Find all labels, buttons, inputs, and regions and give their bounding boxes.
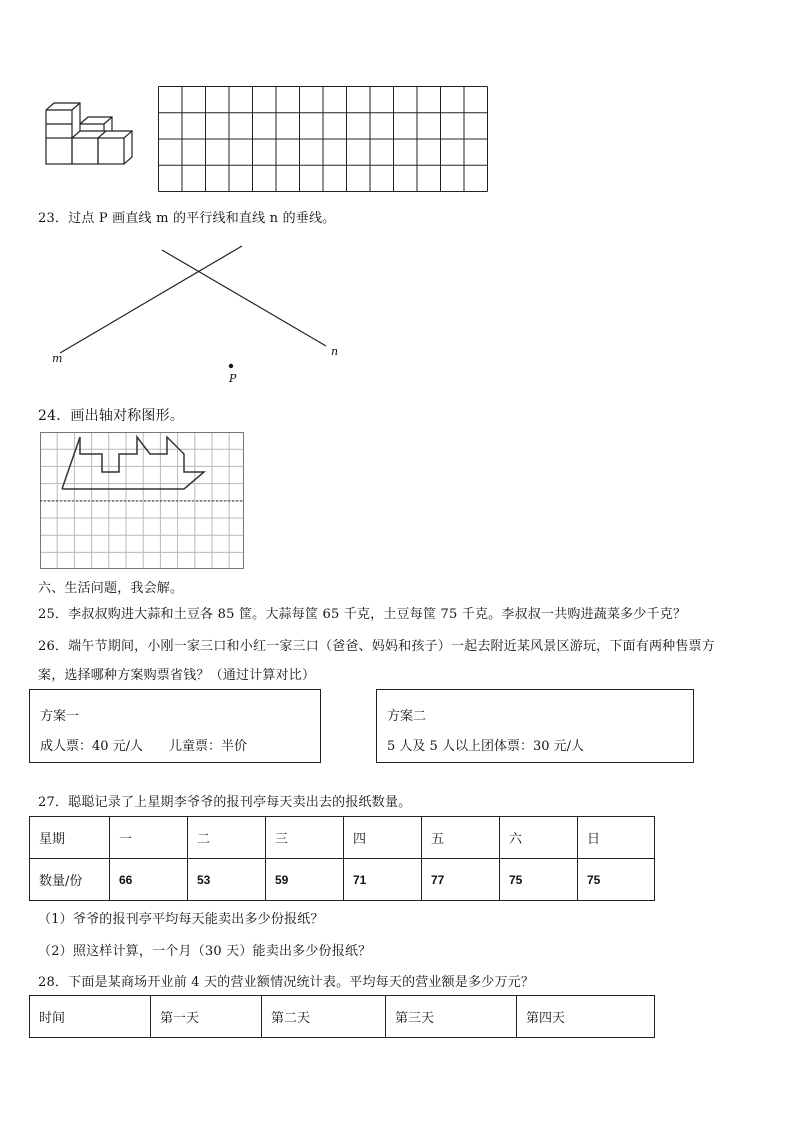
table-header-row xyxy=(30,996,655,1038)
symmetry-grid xyxy=(40,432,246,570)
question-24-text: 24．画出轴对称图形。 xyxy=(38,408,185,424)
section-6-title: 六、生活问题，我会解。 xyxy=(38,581,184,596)
table-cell: 二 xyxy=(188,817,266,859)
label-m: m xyxy=(52,352,63,365)
half-shape xyxy=(62,437,204,489)
question-23-text: 23．过点 P 画直线 m 的平行线和直线 n 的垂线。 xyxy=(38,211,336,226)
question-25-text: 25．李叔叔购进大蒜和土豆各 85 筐。大蒜每筐 65 千克，土豆每筐 75 千克。李叔叔一共购进蔬菜多少千克？ xyxy=(38,607,687,622)
table-cell: 时间 xyxy=(30,996,151,1038)
table-cell: 53 xyxy=(188,859,266,901)
line-m xyxy=(60,246,242,353)
plan-2-box xyxy=(376,689,694,763)
table-cell: 77 xyxy=(422,859,500,901)
table-cell: 第一天 xyxy=(151,996,262,1038)
table-cell: 71 xyxy=(344,859,422,901)
question-27-sub1: （1）爷爷的报刊亭平均每天能卖出多少份报纸？ xyxy=(38,912,324,927)
label-p: P xyxy=(229,372,237,385)
table-cell: 59 xyxy=(266,859,344,901)
lines-m-n-diagram xyxy=(40,236,360,386)
table-cell: 星期 xyxy=(30,817,110,859)
label-n: n xyxy=(331,345,339,358)
cube-stack-figure xyxy=(40,96,140,174)
table-cell: 一 xyxy=(110,817,188,859)
table-header-row xyxy=(30,817,655,859)
plan-2-detail: 5 人及 5 人以上团体票：30 元/人 xyxy=(387,739,584,754)
table-cell: 75 xyxy=(578,859,655,901)
revenue-table xyxy=(29,995,655,1038)
table-cell: 第二天 xyxy=(262,996,386,1038)
question-26-line2: 案，选择哪种方案购票省钱？（通过计算对比） xyxy=(38,668,316,683)
plan-1-box xyxy=(29,689,321,763)
question-27-text: 27．聪聪记录了上星期李爷爷的报刊亭每天卖出去的报纸数量。 xyxy=(38,795,412,810)
table-cell: 75 xyxy=(500,859,578,901)
table-cell: 第三天 xyxy=(386,996,517,1038)
plan-2-title: 方案二 xyxy=(387,709,427,724)
table-cell: 六 xyxy=(500,817,578,859)
table-cell: 66 xyxy=(110,859,188,901)
table-cell: 三 xyxy=(266,817,344,859)
point-p xyxy=(229,364,233,368)
plan-1-title: 方案一 xyxy=(40,709,80,724)
table-cell: 五 xyxy=(422,817,500,859)
table-cell: 数量/份 xyxy=(30,859,110,901)
line-n xyxy=(162,250,326,346)
table-cell: 日 xyxy=(578,817,655,859)
table-row xyxy=(30,859,655,901)
square-grid xyxy=(158,86,488,192)
plan-1-detail: 成人票：40 元/人 儿童票：半价 xyxy=(40,739,248,754)
table-cell: 第四天 xyxy=(517,996,655,1038)
table-cell: 四 xyxy=(344,817,422,859)
question-26-line1: 26．端午节期间，小刚一家三口和小红一家三口（爸爸、妈妈和孩子）一起去附近某风景区游玩，下面有两种售票方 xyxy=(38,639,715,654)
question-27-sub2: （2）照这样计算，一个月（30 天）能卖出多少份报纸？ xyxy=(38,944,372,959)
newspaper-sales-table xyxy=(29,816,655,901)
question-28-text: 28．下面是某商场开业前 4 天的营业额情况统计表。平均每天的营业额是多少万元？ xyxy=(38,975,535,990)
